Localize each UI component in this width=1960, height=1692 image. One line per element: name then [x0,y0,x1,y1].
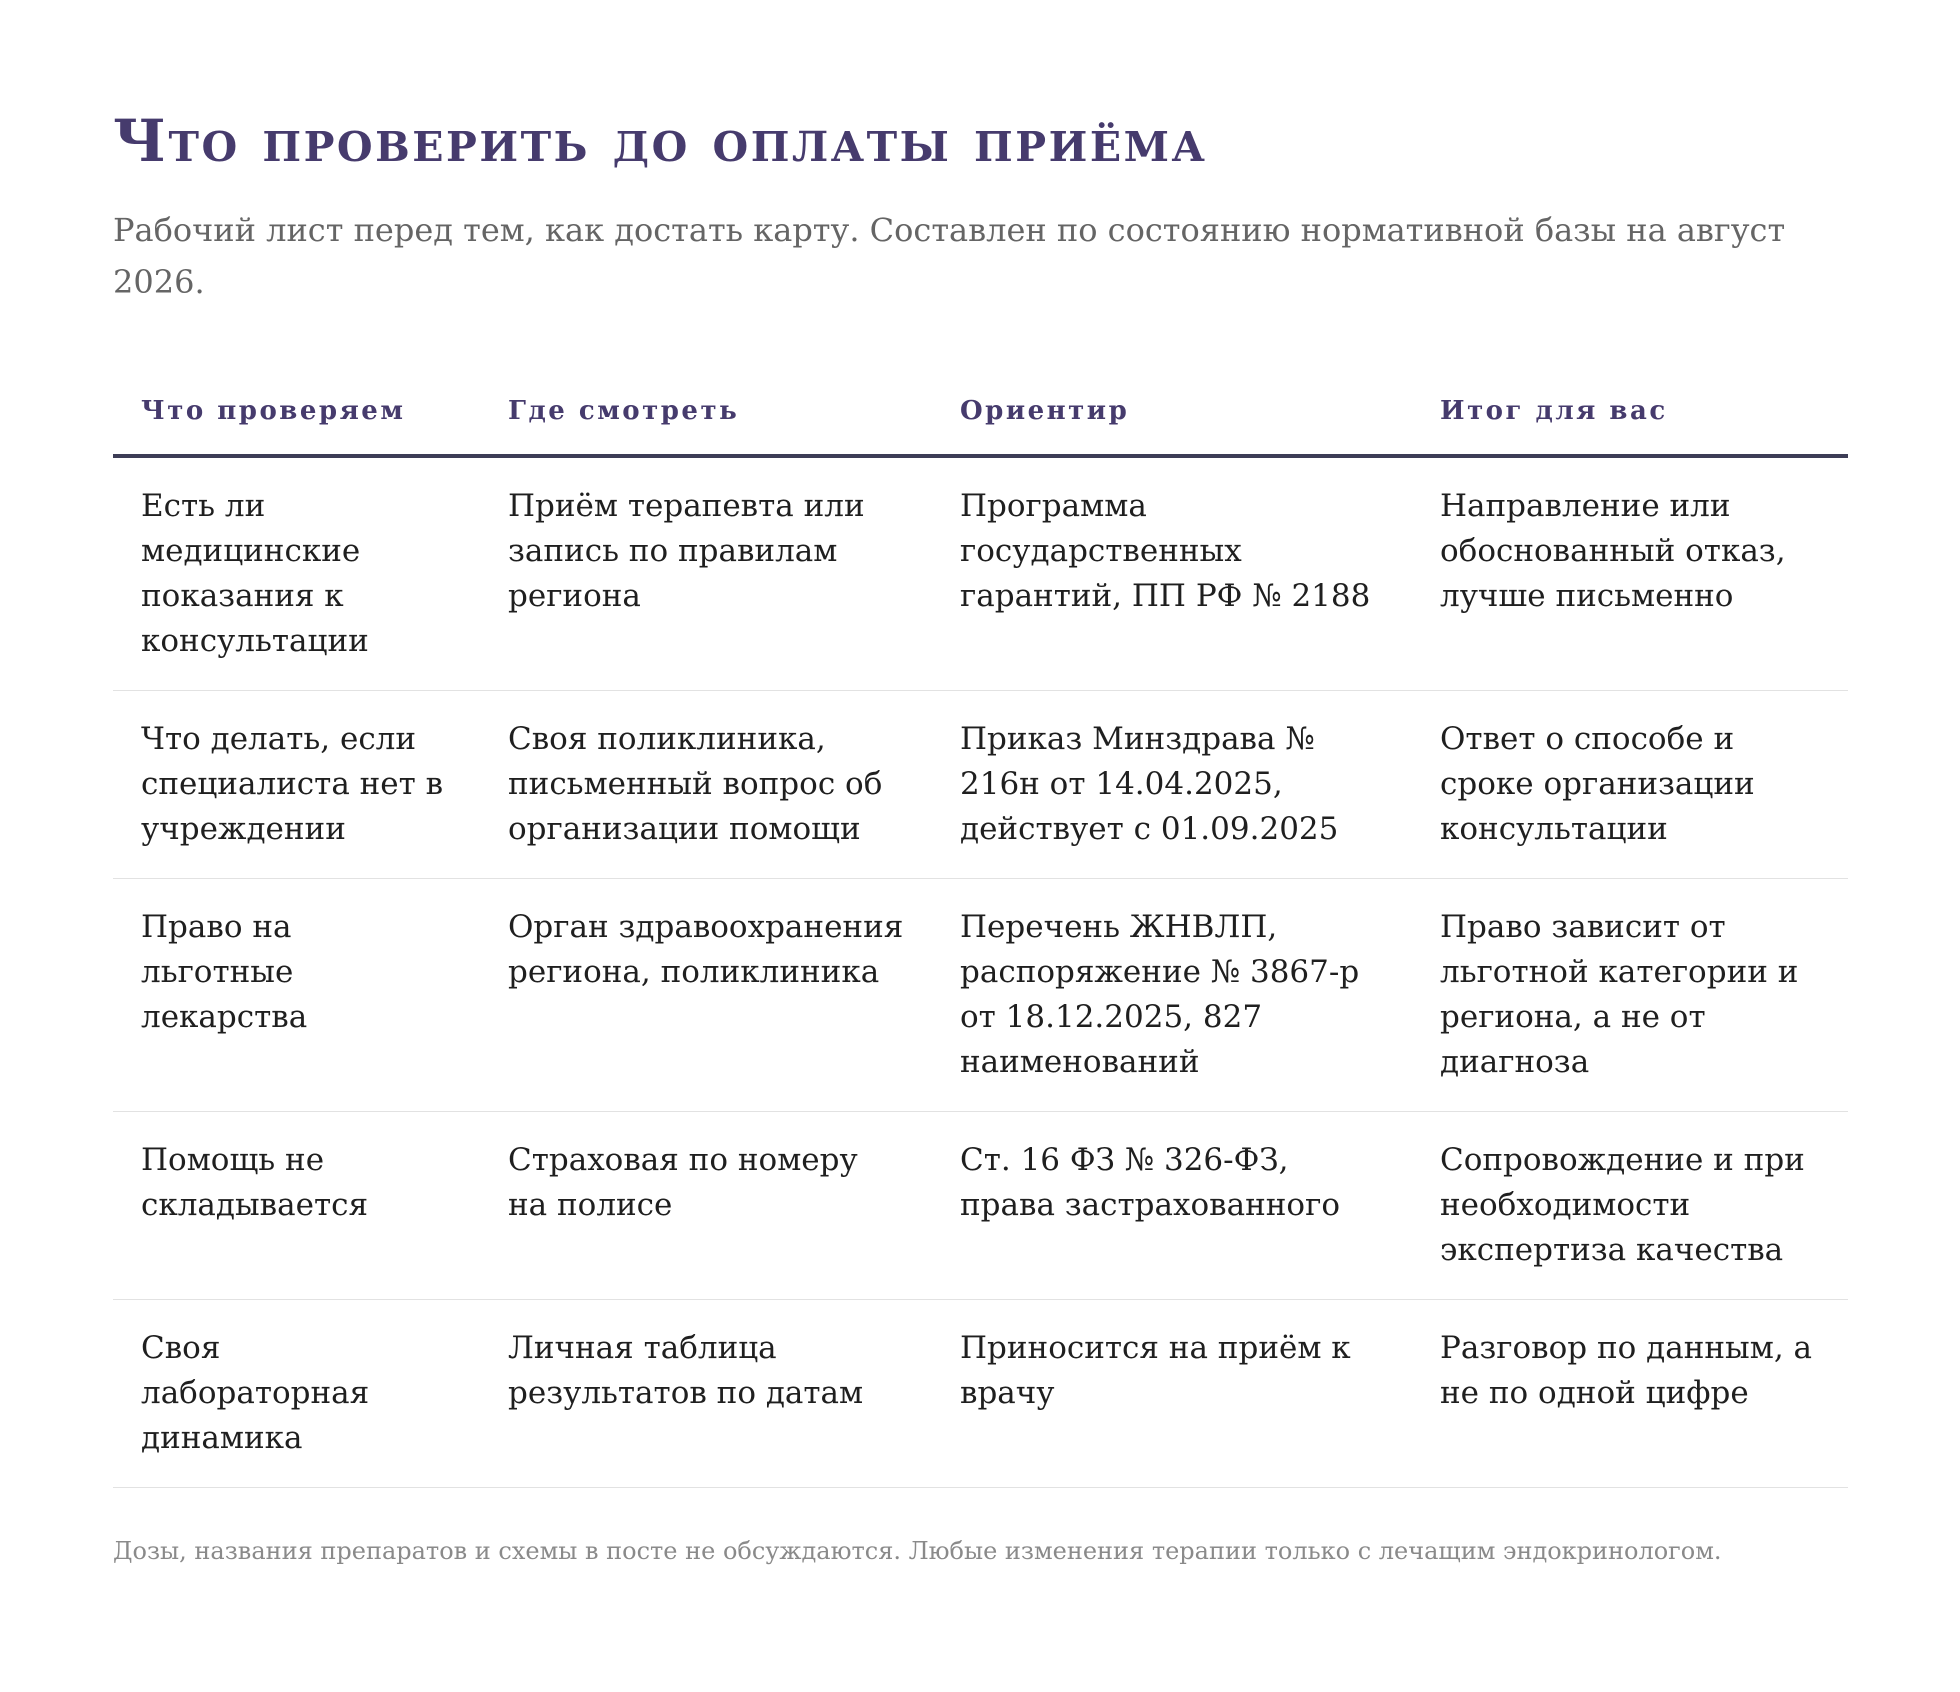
checklist-table [113,360,1848,1488]
cell-where-to-look: Личная таблица результатов по датам [480,1300,932,1488]
table-row [113,879,1848,1112]
footnote: Дозы, названия препаратов и схемы в посте не обсуждаются. Любые изменения терапии только с лечащим эндокринологом. [113,1537,1722,1565]
page-title: Что проверить до оплаты приёма [113,107,1208,175]
cell-what-to-check: Есть ли медицинские показания к консультации [113,456,480,691]
cell-reference: Приносится на приём к врачу [932,1300,1412,1488]
cell-reference: Приказ Минздрава № 216н от 14.04.2025, действует с 01.09.2025 [932,691,1412,879]
cell-reference: Перечень ЖНВЛП, распоряжение № 3867-р от 18.12.2025, 827 наименований [932,879,1412,1112]
cell-reference: Программа государственных гарантий, ПП РФ № 2188 [932,456,1412,691]
cell-outcome: Право зависит от льготной категории и региона, а не от диагноза [1412,879,1848,1112]
page-subtitle: Рабочий лист перед тем, как достать карту. Составлен по состоянию нормативной базы на август 2026. [113,211,1786,301]
cell-where-to-look: Орган здравоохранения региона, поликлиника [480,879,932,1112]
cell-outcome: Направление или обоснованный отказ, лучше письменно [1412,456,1848,691]
cell-what-to-check: Помощь не складывается [113,1112,480,1300]
table-header-row [113,360,1848,456]
worksheet-page [113,100,1848,1594]
cell-what-to-check: Право на льготные лекарства [113,879,480,1112]
table-row [113,1112,1848,1300]
cell-reference: Ст. 16 ФЗ № 326-ФЗ, права застрахованного [932,1112,1412,1300]
cell-where-to-look: Своя поликлиника, письменный вопрос об организации помощи [480,691,932,879]
cell-where-to-look: Страховая по номеру на полисе [480,1112,932,1300]
cell-what-to-check: Что делать, если специалиста нет в учреждении [113,691,480,879]
column-header-reference: Ориентир [932,360,1412,456]
column-header-what-to-check: Что проверяем [113,360,480,456]
table-row [113,1300,1848,1488]
cell-what-to-check: Своя лабораторная динамика [113,1300,480,1488]
column-header-where-to-look: Где смотреть [480,360,932,456]
table-row [113,456,1848,691]
cell-outcome: Разговор по данным, а не по одной цифре [1412,1300,1848,1488]
cell-where-to-look: Приём терапевта или запись по правилам региона [480,456,932,691]
column-header-outcome: Итог для вас [1412,360,1848,456]
cell-outcome: Ответ о способе и сроке организации консультации [1412,691,1848,879]
table-row [113,691,1848,879]
cell-outcome: Сопровождение и при необходимости экспертиза качества [1412,1112,1848,1300]
